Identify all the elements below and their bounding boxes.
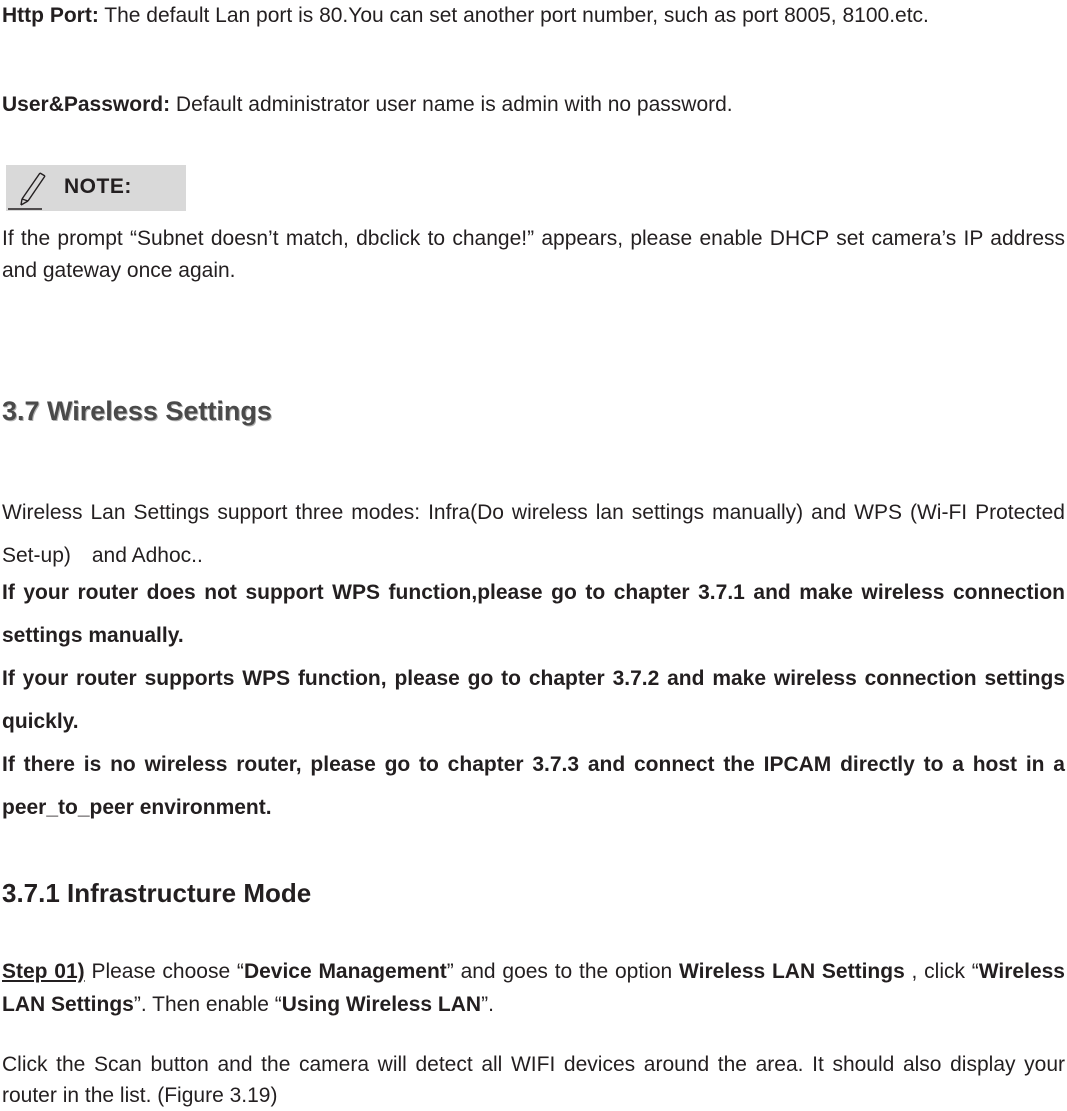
step-01-label: Step 01) [2, 960, 85, 983]
http-port-paragraph [2, 0, 1065, 32]
scan-instruction: Click the Scan button and the camera will detect all WIFI devices around the area. It should also display your router in the list. (Figure 3.19) [2, 1053, 1065, 1107]
device-management-term: Device Management [243, 960, 447, 983]
step-01-paragraph [2, 955, 1065, 1021]
step-text-1: Please choose “ [84, 960, 244, 983]
step-text-4: ”. Then enable “ [133, 993, 282, 1016]
instruction-adhoc-settings: If there is no wireless router, please go to chapter 3.7.3 and connect the IPCAM directly to a host in a peer_to_peer environment. [2, 753, 1065, 819]
wireless-lan-settings-term: Wireless LAN Settings [679, 960, 905, 983]
instruction-manual-settings: If your router does not support WPS function,please go to chapter 3.7.1 and make wireless connection settings manually. [2, 581, 1065, 647]
using-wireless-lan-term: Using Wireless LAN [281, 993, 482, 1016]
user-password-label: User&Password: [2, 93, 171, 116]
step-text-5: ”. [481, 993, 494, 1016]
http-port-text: The default Lan port is 80.You can set another port number, such as port 8005, 8100.etc. [98, 4, 929, 27]
instruction-wps-settings: If your router supports WPS function, please go to chapter 3.7.2 and make wireless connection settings quickly. [2, 667, 1065, 733]
step-text-3: , click “ [904, 960, 979, 983]
user-password-paragraph [2, 89, 1065, 120]
pencil-icon [6, 169, 52, 211]
wireless-lan-settings-click-term: Wireless LAN Settings [2, 960, 1065, 1016]
note-banner [6, 165, 186, 211]
step-text-2: ” and goes to the option [446, 960, 679, 983]
section-title: 3.7 Wireless Settings [2, 396, 272, 426]
http-port-label: Http Port: [2, 4, 99, 27]
user-password-text: Default administrator user name is admin with no password. [170, 93, 733, 116]
note-text: If the prompt “Subnet doesn’t match, dbclick to change!” appears, please enable DHCP set camera’s IP address and gateway once again. [2, 227, 1065, 282]
subsection-title: 3.7.1 Infrastructure Mode [2, 878, 312, 908]
wireless-modes-intro: Wireless Lan Settings support three modes: Infra(Do wireless lan settings manually) and WPS (Wi-FI Protected Set-up) and Adhoc.. [2, 501, 1065, 567]
note-label: NOTE: [64, 175, 132, 198]
